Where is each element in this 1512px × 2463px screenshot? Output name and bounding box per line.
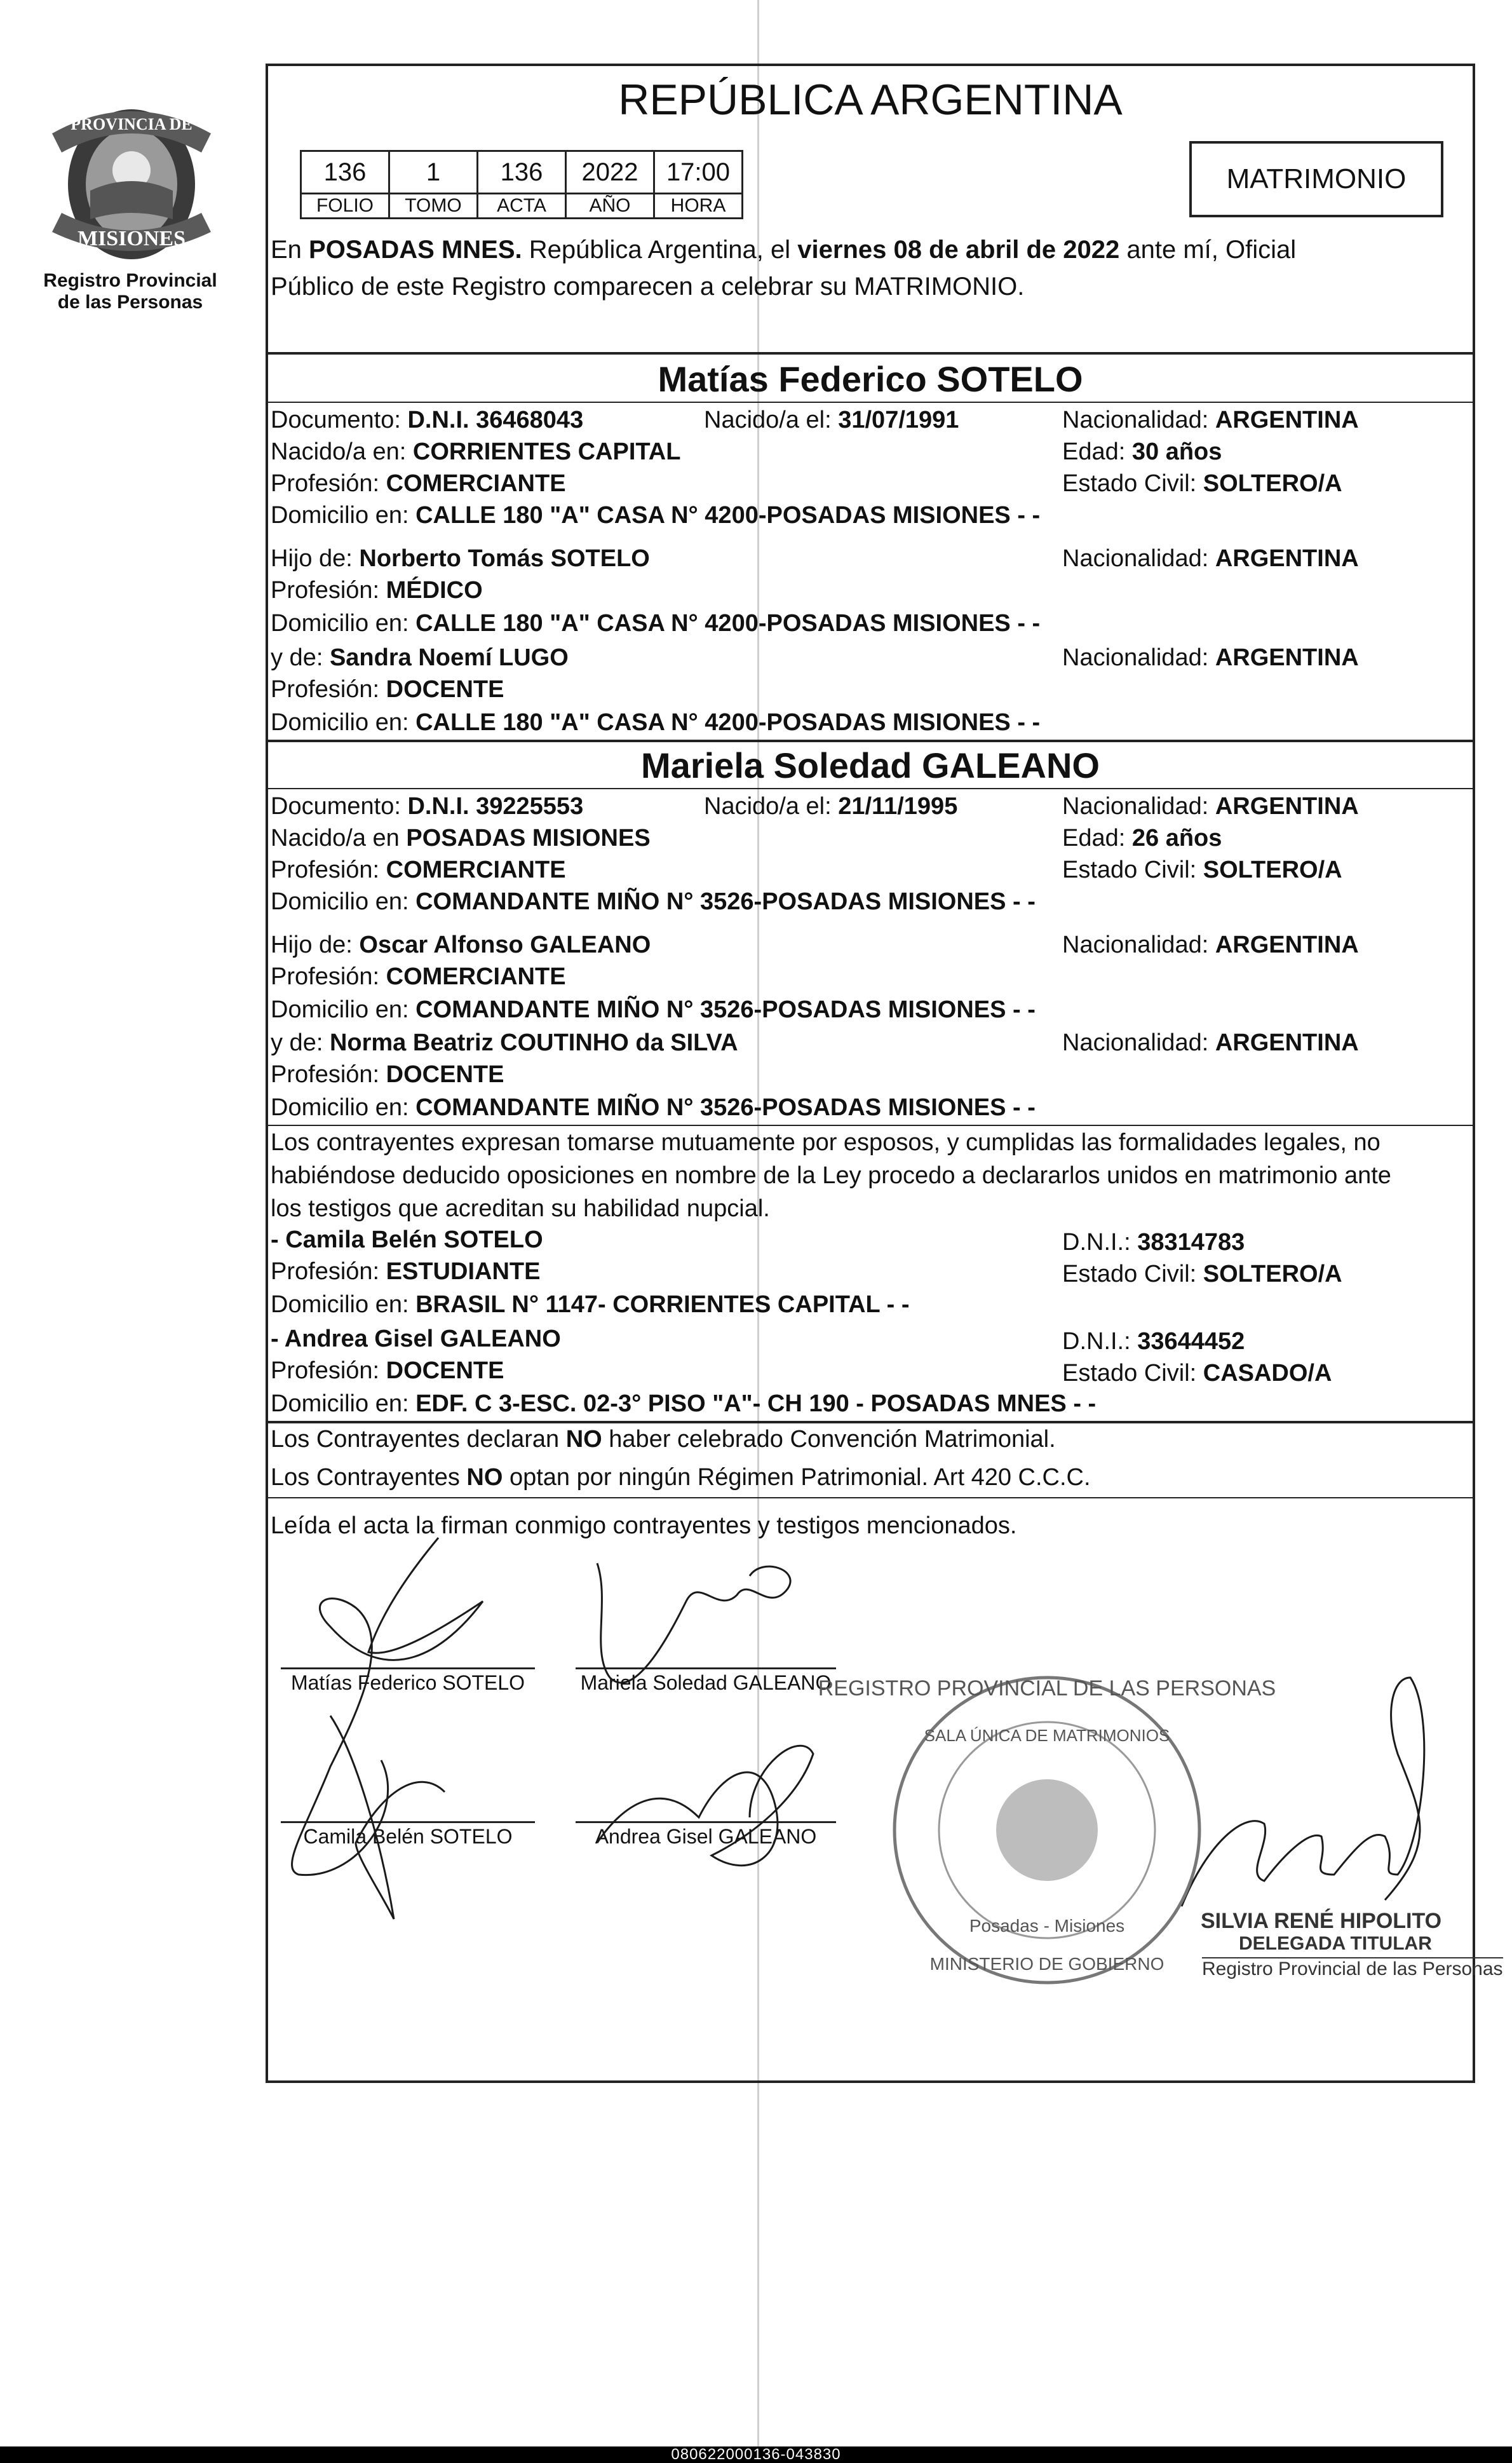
witness2-signature-caption: Andrea Gisel GALEANO (595, 1825, 817, 1848)
bride-age: Edad: 26 años (1062, 825, 1222, 852)
divider (266, 740, 1475, 742)
groom-age: Edad: 30 años (1062, 438, 1222, 465)
logo-caption (32, 270, 229, 313)
witness2-address: Domicilio en: EDF. C 3-ESC. 02-3° PISO "A"- CH 190 - POSADAS MNES - - (271, 1390, 1097, 1417)
document-code: 080622000136-043830 (0, 2446, 1512, 2463)
bride-father-address: Domicilio en: COMANDANTE MIÑO N° 3526-POSADAS MISIONES - - (271, 996, 1036, 1023)
groom-mother: y de: Sandra Noemí LUGO (271, 644, 569, 671)
groom-nationality: Nacionalidad: ARGENTINA (1062, 407, 1359, 433)
official-office: Registro Provincial de las Personas (1202, 1958, 1503, 1979)
intro-line1: En POSADAS MNES. República Argentina, el viernes 08 de abril de 2022 ante mí, Oficial (271, 236, 1297, 264)
groom-father-address: Domicilio en: CALLE 180 "A" CASA N° 4200-POSADAS MISIONES - - (271, 610, 1041, 637)
bride-profession: Profesión: COMERCIANTE (271, 857, 566, 883)
hora-value: 17:00 (654, 151, 743, 194)
groom-father: Hijo de: Norberto Tomás SOTELO (271, 545, 650, 572)
official-role: DELEGADA TITULAR (1239, 1933, 1432, 1954)
groom-mother-profession: Profesión: DOCENTE (271, 676, 504, 703)
witness1-name: - Camila Belén SOTELO (271, 1226, 543, 1253)
logo-caption-line2: de las Personas (57, 292, 203, 313)
registry-table (300, 150, 743, 219)
groom-address: Domicilio en: CALLE 180 "A" CASA N° 4200-POSADAS MISIONES - - (271, 502, 1041, 529)
official-name: SILVIA RENÉ HIPOLITO (1201, 1909, 1442, 1933)
bride-father-profession: Profesión: COMERCIANTE (271, 963, 566, 990)
witness1-civil-status: Estado Civil: SOLTERO/A (1062, 1261, 1342, 1287)
groom-mother-nationality: Nacionalidad: ARGENTINA (1062, 644, 1359, 671)
witness1-profession: Profesión: ESTUDIANTE (271, 1258, 541, 1285)
bride-nationality: Nacionalidad: ARGENTINA (1062, 793, 1359, 820)
groom-signature-caption: Matías Federico SOTELO (290, 1671, 525, 1694)
groom-name: Matías Federico SOTELO (658, 359, 1083, 399)
bride-name: Mariela Soledad GALEANO (641, 745, 1100, 785)
anio-label: AÑO (566, 194, 654, 219)
groom-father-nationality: Nacionalidad: ARGENTINA (1062, 545, 1359, 572)
province-seal-logo (39, 95, 224, 267)
acta-value: 136 (478, 151, 566, 194)
logo-top-text: PROVINCIA DE (71, 115, 192, 133)
stamp-inner-text: SALA ÚNICA DE MATRIMONIOS (924, 1726, 1170, 1745)
witness1-dni: D.N.I.: 38314783 (1062, 1229, 1245, 1256)
divider (266, 1497, 1475, 1498)
groom-birthdate: Nacido/a el: 31/07/1991 (704, 407, 959, 433)
groom-mother-address: Domicilio en: CALLE 180 "A" CASA N° 4200-POSADAS MISIONES - - (271, 709, 1041, 736)
groom-profession: Profesión: COMERCIANTE (271, 470, 566, 497)
regime-statement: Los Contrayentes NO optan por ningún Régimen Patrimonial. Art 420 C.C.C. (271, 1464, 1091, 1491)
groom-birthplace: Nacido/a en: CORRIENTES CAPITAL (271, 438, 681, 465)
intro-place: POSADAS MNES. (309, 236, 522, 264)
folio-value: 136 (301, 151, 389, 194)
declaration-line2: habiéndose deducido oposiciones en nombre de la Ley procedo a declararlos unidos en matrimonio ante (271, 1162, 1391, 1189)
folio-label: FOLIO (301, 194, 389, 219)
bride-mother-profession: Profesión: DOCENTE (271, 1061, 504, 1088)
witness2-name: - Andrea Gisel GALEANO (271, 1326, 561, 1352)
acta-label: ACTA (478, 194, 566, 219)
stamp-bottom-text: MINISTERIO DE GOBIERNO (929, 1954, 1164, 1974)
witness2-dni: D.N.I.: 33644452 (1062, 1328, 1245, 1355)
intro-line2: Público de este Registro comparecen a celebrar su MATRIMONIO. (271, 273, 1025, 301)
declaration-paragraph (271, 1126, 1391, 1225)
bride-mother-address: Domicilio en: COMANDANTE MIÑO N° 3526-POSADAS MISIONES - - (271, 1094, 1036, 1121)
stamp-city-text: Posadas - Misiones (969, 1916, 1125, 1936)
bride-mother: y de: Norma Beatriz COUTINHO da SILVA (271, 1029, 738, 1056)
convention-statement: Los Contrayentes declaran NO haber celebrado Convención Matrimonial. (271, 1426, 1056, 1453)
divider (266, 788, 1475, 789)
declaration-line3: los testigos que acreditan su habilidad nupcial. (271, 1195, 770, 1222)
intro-paragraph (271, 231, 1296, 305)
groom-document: Documento: D.N.I. 36468043 (271, 407, 584, 433)
certificate-type-box: MATRIMONIO (1189, 141, 1443, 217)
divider (266, 402, 1475, 403)
hora-label: HORA (654, 194, 743, 219)
witness2-profession: Profesión: DOCENTE (271, 1357, 504, 1384)
bride-address: Domicilio en: COMANDANTE MIÑO N° 3526-POSADAS MISIONES - - (271, 888, 1036, 915)
bride-father: Hijo de: Oscar Alfonso GALEANO (271, 932, 651, 958)
signature-line (576, 1821, 836, 1823)
bride-birthdate: Nacido/a el: 21/11/1995 (704, 793, 958, 820)
bride-father-nationality: Nacionalidad: ARGENTINA (1062, 932, 1359, 958)
stamp-outer-text: REGISTRO PROVINCIAL DE LAS PERSONAS (818, 1676, 1276, 1700)
witness2-civil-status: Estado Civil: CASADO/A (1062, 1360, 1332, 1387)
divider (266, 1421, 1475, 1423)
page-title: REPÚBLICA ARGENTINA (618, 76, 1123, 124)
witness1-address: Domicilio en: BRASIL N° 1147- CORRIENTES CAPITAL - - (271, 1291, 910, 1318)
intro-date: viernes 08 de abril de 2022 (797, 236, 1120, 264)
closing-statement: Leída el acta la firman conmigo contrayentes y testigos mencionados. (271, 1512, 1017, 1539)
logo-bottom-text: MISIONES (77, 227, 186, 250)
signature-line (281, 1821, 535, 1823)
anio-value: 2022 (566, 151, 654, 194)
tomo-label: TOMO (389, 194, 478, 219)
tomo-value: 1 (389, 151, 478, 194)
bride-civil-status: Estado Civil: SOLTERO/A (1062, 857, 1342, 883)
logo-caption-line1: Registro Provincial (43, 270, 217, 291)
bride-birthplace: Nacido/a en POSADAS MISIONES (271, 825, 651, 852)
signature-line (576, 1667, 836, 1669)
witness1-signature-caption: Camila Belén SOTELO (303, 1825, 513, 1848)
declaration-line1: Los contrayentes expresan tomarse mutuamente por esposos, y cumplidas las formalidades legales, no (271, 1129, 1380, 1156)
signature-line (281, 1667, 535, 1669)
groom-civil-status: Estado Civil: SOLTERO/A (1062, 470, 1342, 497)
bride-document: Documento: D.N.I. 39225553 (271, 793, 584, 820)
bride-mother-nationality: Nacionalidad: ARGENTINA (1062, 1029, 1359, 1056)
bride-signature-caption: Mariela Soledad GALEANO (580, 1671, 832, 1694)
divider (266, 352, 1475, 355)
groom-father-profession: Profesión: MÉDICO (271, 577, 483, 604)
